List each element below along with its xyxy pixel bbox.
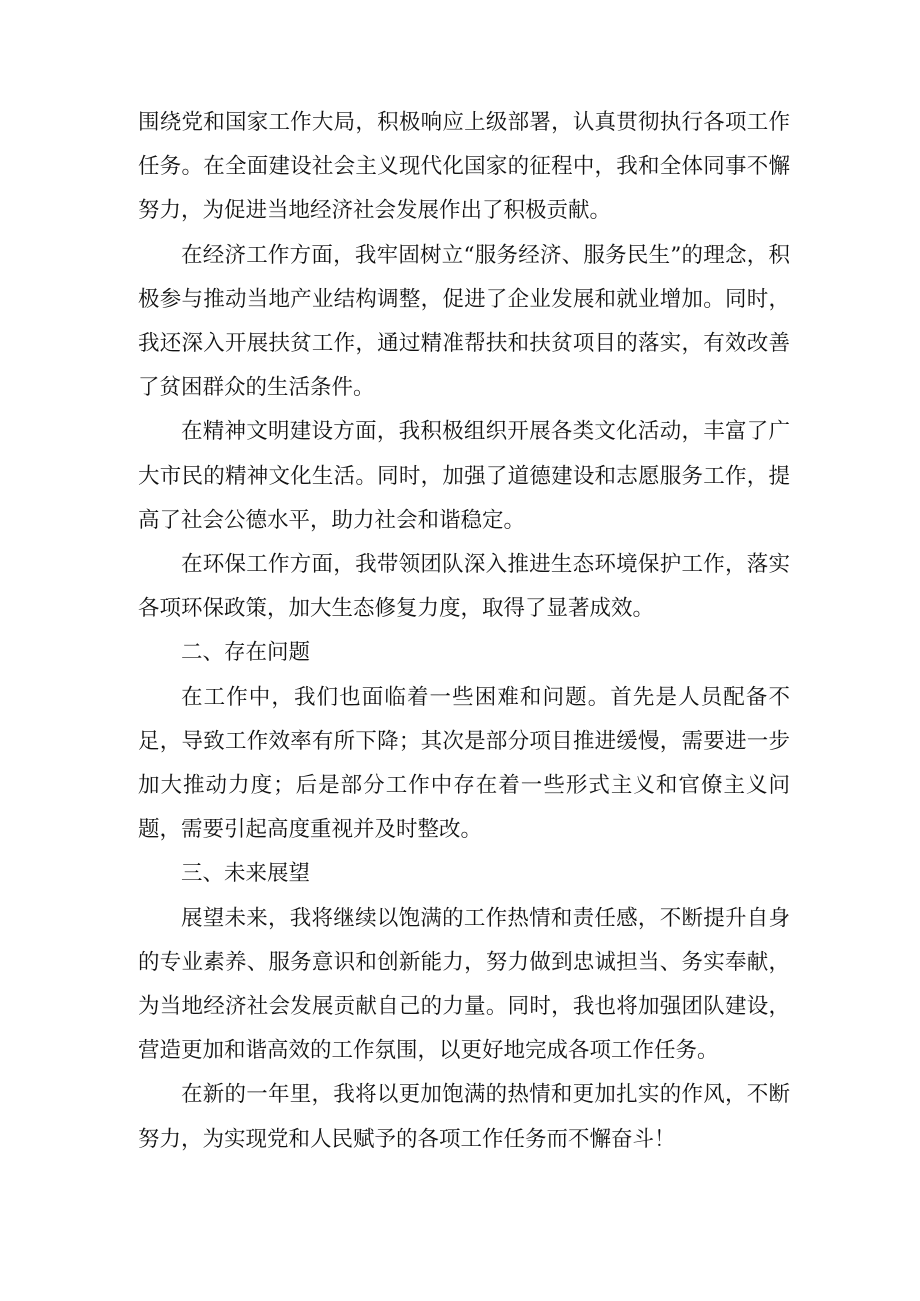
paragraph-continuation: 围绕党和国家工作大局，积极响应上级部署，认真贯彻执行各项工作任务。在全面建设社会主义现代化国家的征程中，我和全体同事不懈努力，为促进当地经济社会发展作出了积极贡献。 — [138, 110, 790, 224]
section-heading-problems: 二、存在问题 — [181, 640, 311, 666]
document-page — [138, 101, 790, 1162]
paragraph-outlook: 展望未来，我将继续以饱满的工作热情和责任感，不断提升自身的专业素养、服务意识和创新能力，努力做到忠诚担当、务实奉献，为当地经济社会发展贡献自己的力量。同时，我也将加强团队建设，营造更加和谐高效的工作氛围，以更好地完成各项工作任务。 — [138, 905, 790, 1064]
paragraph-environmental-work: 在环保工作方面，我带领团队深入推进生态环境保护工作，落实各项环保政策，加大生态修复力度，取得了显著成效。 — [138, 552, 790, 622]
section-heading-outlook: 三、未来展望 — [181, 861, 311, 887]
paragraph-closing: 在新的一年里，我将以更加饱满的热情和更加扎实的作风，不断努力，为实现党和人民赋予的各项工作任务而不懈奋斗！ — [138, 1082, 790, 1152]
paragraph-economic-work: 在经济工作方面，我牢固树立“服务经济、服务民生”的理念，积极参与推动当地产业结构调整，促进了企业发展和就业增加。同时，我还深入开展扶贫工作，通过精准帮扶和扶贫项目的落实，有效改善了贫困群众的生活条件。 — [138, 242, 790, 401]
paragraph-problems: 在工作中，我们也面临着一些困难和问题。首先是人员配备不足，导致工作效率有所下降；其次是部分项目推进缓慢，需要进一步加大推动力度；后是部分工作中存在着一些形式主义和官僚主义问题，需要引起高度重视并及时整改。 — [138, 684, 790, 843]
paragraph-spiritual-civilization: 在精神文明建设方面，我积极组织开展各类文化活动，丰富了广大市民的精神文化生活。同时，加强了道德建设和志愿服务工作，提高了社会公德水平，助力社会和谐稳定。 — [138, 419, 790, 533]
